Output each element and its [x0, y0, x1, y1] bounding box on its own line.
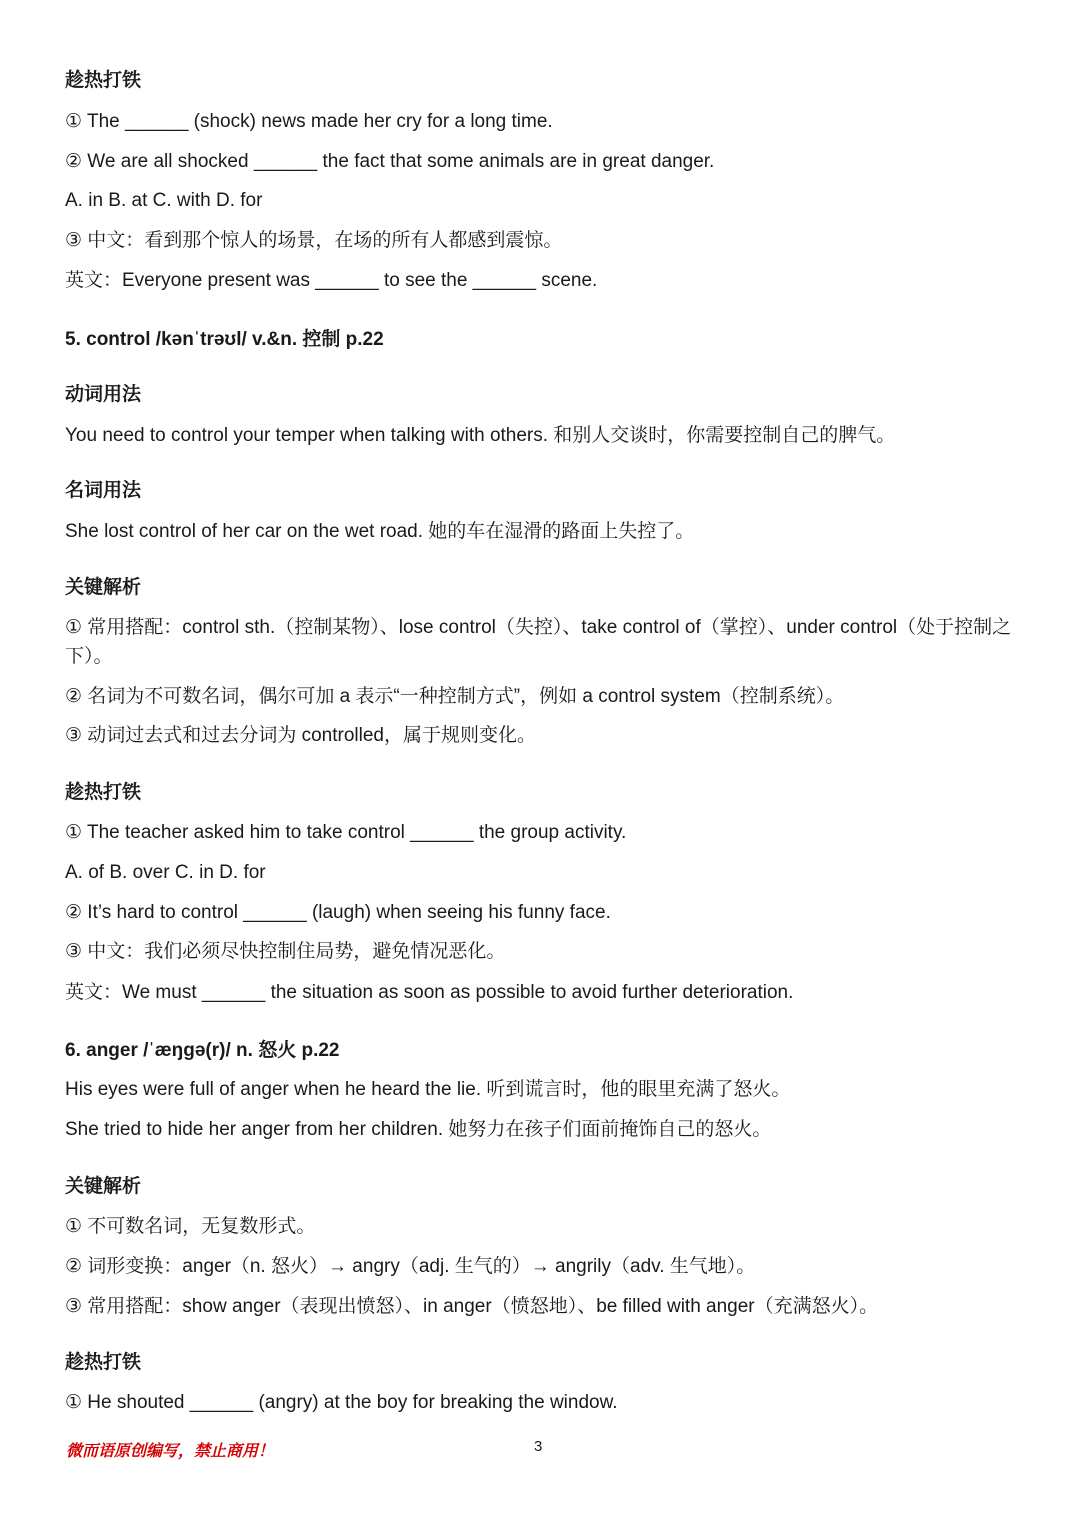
practice-question-1-options: A. of B. over C. in D. for — [65, 862, 266, 883]
noun-usage-heading: 名词用法 — [65, 480, 142, 501]
practice-question-1: ① The ______ (shock) news made her cry for a long time. — [65, 111, 553, 132]
practice-question-2-options: A. in B. at C. with D. for — [65, 190, 263, 211]
practice-question-2: ② We are all shocked ______ the fact that some animals are in great danger. — [65, 151, 715, 172]
example-sentence-1: His eyes were full of anger when he heard the lie. 听到谎言时，他的眼里充满了怒火。 — [65, 1079, 791, 1100]
section-heading-practice: 趁热打铁 — [65, 1352, 142, 1373]
verb-usage-heading: 动词用法 — [65, 384, 142, 405]
entry-title-control: 5. control /kənˈtrəʊl/ v.&n. 控制 p.22 — [65, 329, 384, 350]
practice-question-3-english: 英文：We must ______ the situation as soon as possible to avoid further deterioration. — [65, 982, 794, 1003]
practice-question-3-chinese: ③ 中文：我们必须尽快控制住局势，避免情况恶化。 — [65, 941, 506, 962]
key-analysis-point-2: ② 词形变换：anger（n. 怒火）→ angry（adj. 生气的）→ angrily（adv. 生气地）。 — [65, 1256, 756, 1277]
key-analysis-heading: 关键解析 — [65, 577, 142, 598]
section-heading-practice: 趁热打铁 — [65, 782, 142, 803]
key-analysis-point-3: ③ 动词过去式和过去分词为 controlled，属于规则变化。 — [65, 725, 536, 746]
practice-question-3-english: 英文：Everyone present was ______ to see the ______ scene. — [65, 270, 598, 291]
verb-usage-example: You need to control your temper when talking with others. 和别人交谈时，你需要控制自己的脾气。 — [65, 425, 896, 446]
noun-usage-example: She lost control of her car on the wet road. 她的车在湿滑的路面上失控了。 — [65, 521, 695, 542]
practice-question-3-chinese: ③ 中文：看到那个惊人的场景，在场的所有人都感到震惊。 — [65, 230, 563, 251]
entry-title-anger: 6. anger /ˈæŋɡə(r)/ n. 怒火 p.22 — [65, 1040, 340, 1061]
page-number: 3 — [534, 1438, 543, 1455]
practice-question-1: ① The teacher asked him to take control ______ the group activity. — [65, 822, 627, 843]
key-analysis-point-3: ③ 常用搭配：show anger（表现出愤怒）、in anger（愤怒地）、be filled with anger（充满怒火）。 — [65, 1296, 879, 1317]
key-analysis-point-1: ① 不可数名词，无复数形式。 — [65, 1216, 316, 1237]
practice-question-2: ② It’s hard to control ______ (laugh) when seeing his funny face. — [65, 902, 611, 923]
section-heading-practice: 趁热打铁 — [65, 70, 142, 91]
practice-question-1: ① He shouted ______ (angry) at the boy for breaking the window. — [65, 1392, 618, 1413]
copyright-note: 微而语原创编写，禁止商用！ — [66, 1441, 275, 1460]
key-analysis-heading: 关键解析 — [65, 1176, 142, 1197]
key-analysis-point-1: ① 常用搭配：control sth.（控制某物）、lose control（失控）、take control of（掌控）、under control（处于控制之下）。 — [65, 617, 1012, 667]
example-sentence-2: She tried to hide her anger from her children. 她努力在孩子们面前掩饰自己的怒火。 — [65, 1119, 772, 1140]
key-analysis-point-2: ② 名词为不可数名词，偶尔可加 a 表示“一种控制方式”，例如 a control system（控制系统）。 — [65, 686, 845, 707]
